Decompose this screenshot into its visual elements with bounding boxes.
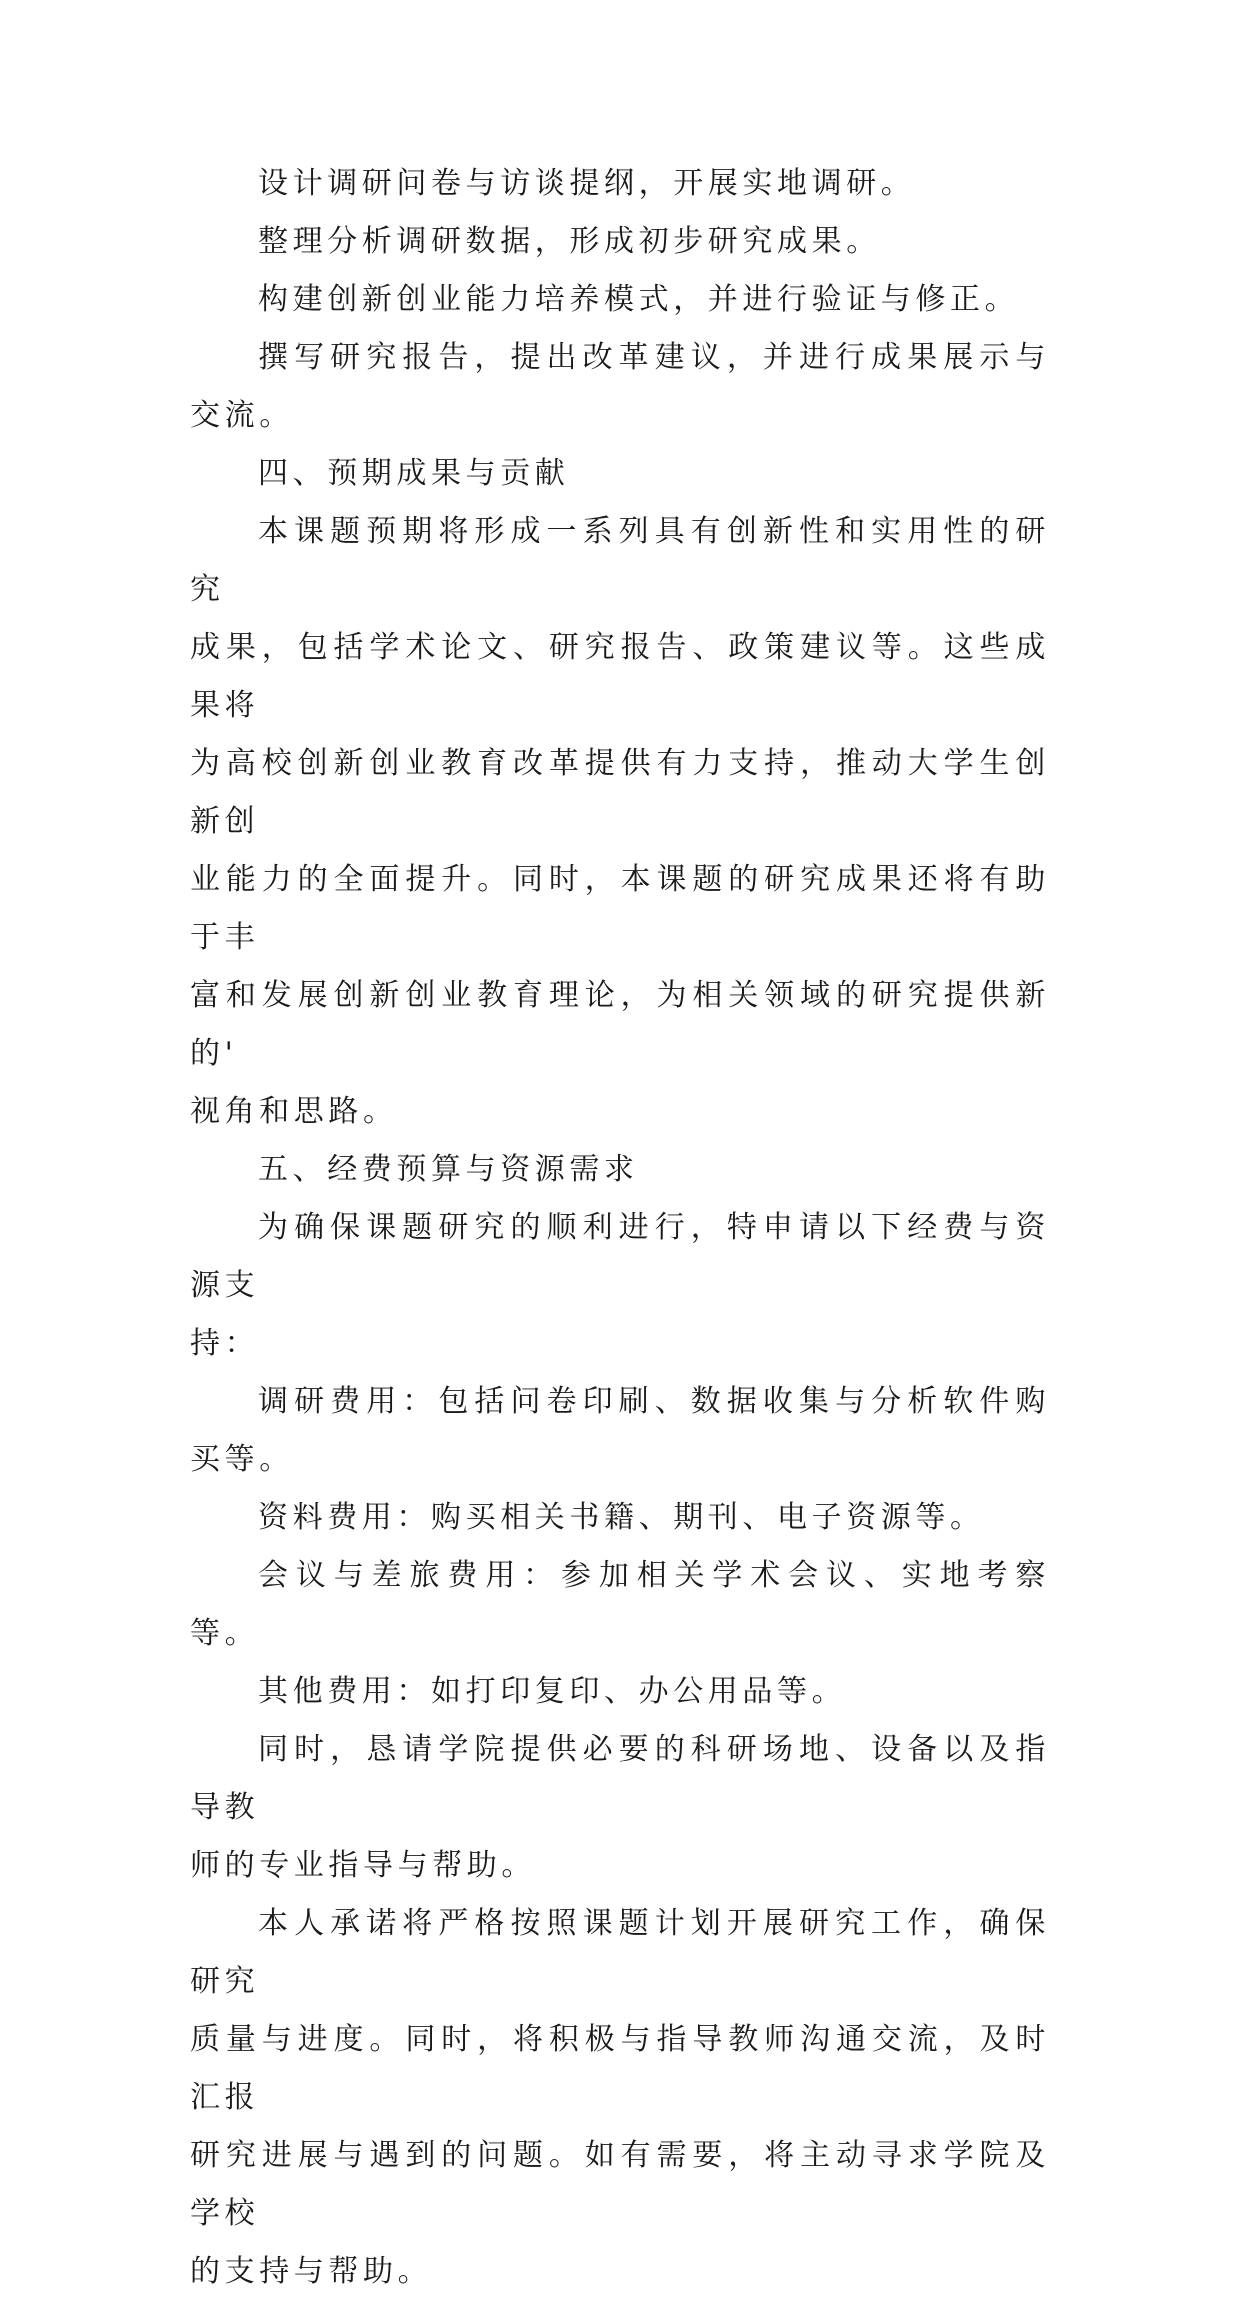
text-line: 持： [190, 1326, 260, 1361]
text-line: 调研费用：包括问卷印刷、数据收集与分析软件购买等。 [190, 1384, 1050, 1477]
text-line: 研究进展与遇到的问题。如有需要，将主动寻求学院及学校 [190, 2138, 1050, 2231]
text-line: 同时，恳请学院提供必要的科研场地、设备以及指导教 [190, 1732, 1050, 1825]
document-body [190, 155, 1050, 2301]
text-line: 富和发展创新创业教育理论，为相关领域的研究提供新的' [190, 978, 1050, 1071]
budget-item-other [190, 1663, 1050, 1721]
text-line: 构建创新创业能力培养模式，并进行验证与修正。 [258, 282, 1020, 317]
section-heading-budget [190, 1141, 1050, 1199]
budget-item-travel [190, 1547, 1050, 1663]
text-line: 会议与差旅费用：参加相关学术会议、实地考察等。 [190, 1558, 1050, 1651]
text-line: 的支持与帮助。 [190, 2254, 433, 2289]
text-line: 业能力的全面提升。同时，本课题的研究成果还将有助于丰 [190, 862, 1050, 955]
text-line: 成果，包括学术论文、研究报告、政策建议等。这些成果将 [190, 630, 1050, 723]
text-line: 本人承诺将严格按照课题计划开展研究工作，确保研究 [190, 1906, 1050, 1999]
heading-text: 四、预期成果与贡献 [258, 456, 570, 491]
text-line: 为确保课题研究的顺利进行，特申请以下经费与资源支 [190, 1210, 1050, 1303]
step-analyze-data [190, 213, 1050, 271]
text-line: 撰写研究报告，提出改革建议，并进行成果展示与交流。 [190, 340, 1050, 433]
paragraph-expected-results [190, 503, 1050, 1141]
budget-item-research [190, 1373, 1050, 1489]
step-write-report [190, 329, 1050, 445]
paragraph-budget-intro [190, 1199, 1050, 1373]
heading-text: 五、经费预算与资源需求 [258, 1152, 639, 1187]
step-build-model [190, 271, 1050, 329]
text-line: 本课题预期将形成一系列具有创新性和实用性的研究 [190, 514, 1050, 607]
text-line: 整理分析调研数据，形成初步研究成果。 [258, 224, 881, 259]
paragraph-commitment [190, 1895, 1050, 2301]
section-heading-expected-results [190, 445, 1050, 503]
text-line: 视角和思路。 [190, 1094, 398, 1129]
text-line: 资料费用：购买相关书籍、期刊、电子资源等。 [258, 1500, 985, 1535]
text-line: 设计调研问卷与访谈提纲，开展实地调研。 [258, 166, 916, 201]
step-design-survey [190, 155, 1050, 213]
paragraph-resource-request [190, 1721, 1050, 1895]
text-line: 师的专业指导与帮助。 [190, 1848, 536, 1883]
budget-item-materials [190, 1489, 1050, 1547]
text-line: 为高校创新创业教育改革提供有力支持，推动大学生创新创 [190, 746, 1050, 839]
text-line: 质量与进度。同时，将积极与指导教师沟通交流，及时汇报 [190, 2022, 1050, 2115]
text-line: 其他费用：如打印复印、办公用品等。 [258, 1674, 847, 1709]
